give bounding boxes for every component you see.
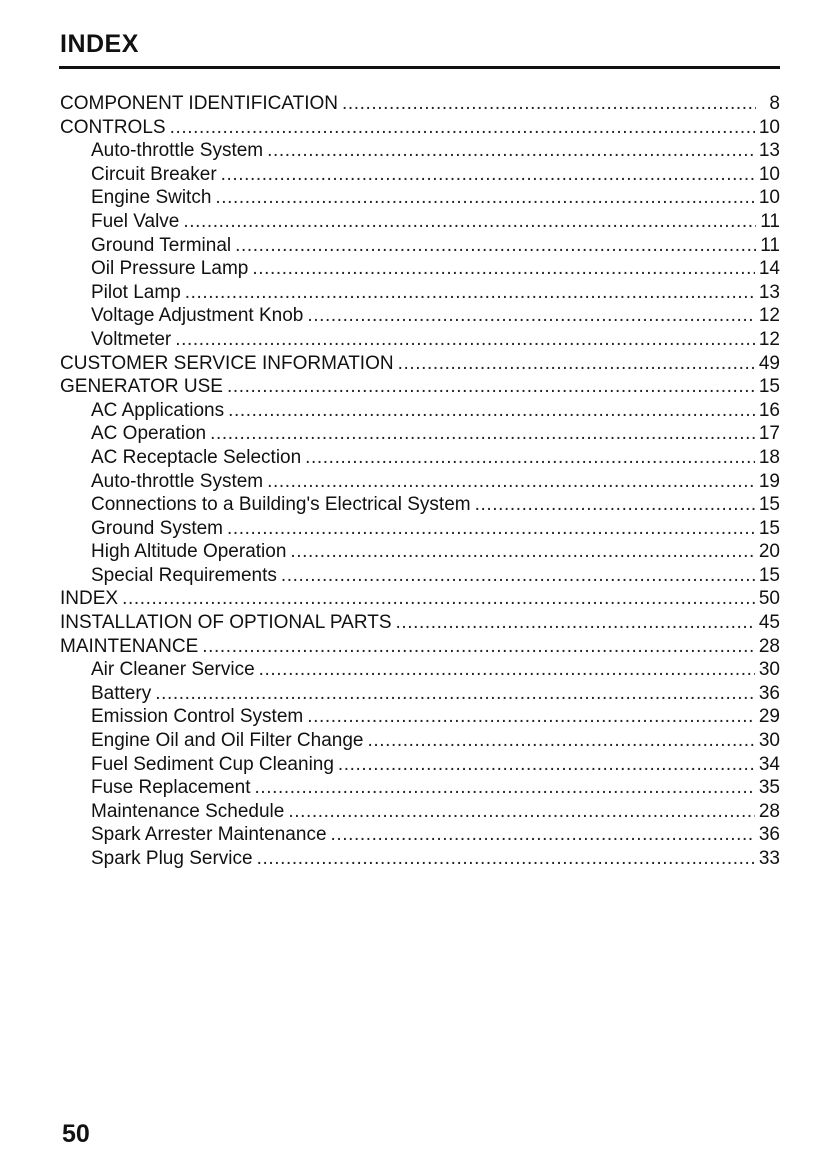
dot-leader bbox=[252, 257, 755, 281]
entry-label: Auto-throttle System bbox=[91, 470, 264, 492]
dot-leader bbox=[342, 92, 756, 116]
page-number: 50 bbox=[62, 1120, 90, 1148]
entry-label: Maintenance Schedule bbox=[91, 800, 285, 822]
index-subentry bbox=[60, 399, 780, 423]
index-subentry bbox=[60, 139, 780, 163]
index-entry bbox=[60, 375, 780, 399]
dot-leader bbox=[227, 375, 755, 399]
dot-leader bbox=[227, 517, 755, 541]
index-subentry bbox=[60, 776, 780, 800]
entry-label: Engine Oil and Oil Filter Change bbox=[91, 730, 364, 752]
entry-label: Fuel Valve bbox=[91, 210, 180, 232]
dot-leader bbox=[367, 729, 754, 753]
dot-leader bbox=[338, 753, 755, 777]
entry-page-number: 29 bbox=[758, 706, 780, 728]
index-subentry bbox=[60, 658, 780, 682]
entry-label: Battery bbox=[91, 682, 152, 704]
dot-leader bbox=[257, 847, 755, 871]
dot-leader bbox=[185, 281, 755, 305]
dot-leader bbox=[267, 470, 755, 494]
entry-page-number: 8 bbox=[769, 93, 780, 114]
entry-label: Fuel Sediment Cup Cleaning bbox=[91, 753, 334, 775]
entry-label: Special Requirements bbox=[91, 564, 277, 586]
dot-leader bbox=[122, 587, 755, 611]
entry-page-number: 14 bbox=[758, 258, 780, 280]
index-subentry bbox=[60, 517, 780, 541]
entry-page-number: 28 bbox=[758, 635, 780, 657]
dot-leader bbox=[215, 186, 754, 210]
page-title: INDEX bbox=[60, 30, 139, 58]
dot-leader bbox=[155, 682, 755, 706]
entry-page-number: 16 bbox=[758, 399, 780, 421]
index-entry bbox=[60, 116, 780, 140]
index-subentry bbox=[60, 540, 780, 564]
dot-leader bbox=[475, 493, 755, 517]
index-subentry bbox=[60, 328, 780, 352]
entry-page-number: 12 bbox=[758, 305, 780, 327]
index-subentry bbox=[60, 729, 780, 753]
entry-page-number: 10 bbox=[758, 187, 780, 209]
entry-label: COMPONENT IDENTIFICATION bbox=[60, 93, 338, 114]
dot-leader bbox=[331, 823, 755, 847]
dot-leader bbox=[281, 564, 755, 588]
entry-label: Air Cleaner Service bbox=[91, 659, 255, 681]
entry-label: Spark Plug Service bbox=[91, 848, 253, 869]
index-entry bbox=[60, 352, 780, 376]
entry-page-number: 13 bbox=[758, 140, 780, 162]
entry-page-number: 15 bbox=[758, 494, 780, 516]
dot-leader bbox=[183, 210, 756, 234]
entry-label: Spark Arrester Maintenance bbox=[91, 824, 327, 846]
entry-page-number: 30 bbox=[758, 659, 780, 681]
index-entry bbox=[60, 635, 780, 659]
dot-leader bbox=[235, 234, 756, 258]
dot-leader bbox=[307, 705, 755, 729]
index-entry bbox=[60, 587, 780, 611]
entry-page-number: 10 bbox=[758, 116, 780, 138]
entry-page-number: 36 bbox=[758, 824, 780, 846]
index-subentry bbox=[60, 847, 780, 871]
entry-page-number: 10 bbox=[758, 163, 780, 185]
index-subentry bbox=[60, 470, 780, 494]
entry-page-number: 15 bbox=[758, 376, 780, 398]
index-entry bbox=[60, 92, 780, 116]
dot-leader bbox=[170, 116, 755, 140]
entry-label: Emission Control System bbox=[91, 706, 304, 728]
index-subentry bbox=[60, 705, 780, 729]
index-subentry bbox=[60, 163, 780, 187]
entry-label: INSTALLATION OF OPTIONAL PARTS bbox=[60, 612, 392, 634]
entry-page-number: 11 bbox=[760, 210, 780, 232]
index-entry bbox=[60, 611, 780, 635]
dot-leader bbox=[288, 800, 755, 824]
entry-label: Connections to a Building's Electrical System bbox=[91, 494, 471, 516]
index-subentry bbox=[60, 186, 780, 210]
entry-page-number: 34 bbox=[758, 753, 780, 775]
entry-label: Pilot Lamp bbox=[91, 281, 181, 303]
index-subentry bbox=[60, 234, 780, 258]
title-divider bbox=[59, 66, 780, 69]
entry-page-number: 28 bbox=[758, 800, 780, 822]
index-subentry bbox=[60, 422, 780, 446]
entry-label: Oil Pressure Lamp bbox=[91, 258, 249, 280]
entry-page-number: 50 bbox=[758, 588, 780, 610]
entry-label: GENERATOR USE bbox=[60, 376, 223, 398]
entry-page-number: 13 bbox=[758, 281, 780, 303]
entry-page-number: 35 bbox=[758, 777, 780, 799]
entry-label: INDEX bbox=[60, 588, 119, 610]
index-subentry bbox=[60, 257, 780, 281]
dot-leader bbox=[210, 422, 755, 446]
entry-label: High Altitude Operation bbox=[91, 541, 287, 563]
dot-leader bbox=[221, 163, 755, 187]
index-subentry bbox=[60, 281, 780, 305]
entry-label: Engine Switch bbox=[91, 187, 212, 209]
entry-label: Voltmeter bbox=[91, 328, 172, 350]
index-subentry bbox=[60, 564, 780, 588]
index-subentry bbox=[60, 682, 780, 706]
dot-leader bbox=[175, 328, 755, 352]
entry-label: Voltage Adjustment Knob bbox=[91, 305, 304, 327]
entry-page-number: 17 bbox=[758, 423, 780, 445]
index-subentry bbox=[60, 800, 780, 824]
index-list bbox=[60, 92, 780, 871]
dot-leader bbox=[305, 446, 755, 470]
dot-leader bbox=[228, 399, 755, 423]
entry-page-number: 45 bbox=[758, 612, 780, 634]
index-subentry bbox=[60, 210, 780, 234]
entry-page-number: 12 bbox=[758, 328, 780, 350]
entry-label: Circuit Breaker bbox=[91, 163, 217, 185]
index-subentry bbox=[60, 304, 780, 328]
dot-leader bbox=[398, 352, 755, 376]
entry-label: MAINTENANCE bbox=[60, 635, 199, 657]
entry-page-number: 11 bbox=[760, 234, 780, 256]
entry-label: Fuse Replacement bbox=[91, 777, 251, 799]
entry-page-number: 15 bbox=[758, 517, 780, 539]
dot-leader bbox=[202, 635, 755, 659]
dot-leader bbox=[290, 540, 754, 564]
dot-leader bbox=[259, 658, 755, 682]
index-subentry bbox=[60, 493, 780, 517]
entry-page-number: 19 bbox=[758, 470, 780, 492]
dot-leader bbox=[396, 611, 755, 635]
dot-leader bbox=[267, 139, 755, 163]
entry-page-number: 33 bbox=[758, 848, 780, 869]
entry-label: Ground Terminal bbox=[91, 234, 232, 256]
entry-page-number: 49 bbox=[758, 352, 780, 374]
index-subentry bbox=[60, 753, 780, 777]
entry-label: AC Operation bbox=[91, 423, 207, 445]
dot-leader bbox=[307, 304, 755, 328]
entry-page-number: 30 bbox=[758, 730, 780, 752]
entry-page-number: 18 bbox=[758, 446, 780, 468]
entry-label: Auto-throttle System bbox=[91, 140, 264, 162]
entry-label: Ground System bbox=[91, 517, 223, 539]
entry-page-number: 15 bbox=[758, 564, 780, 586]
entry-label: AC Applications bbox=[91, 399, 225, 421]
index-subentry bbox=[60, 446, 780, 470]
dot-leader bbox=[254, 776, 754, 800]
entry-page-number: 20 bbox=[758, 541, 780, 563]
entry-label: AC Receptacle Selection bbox=[91, 446, 302, 468]
entry-label: CUSTOMER SERVICE INFORMATION bbox=[60, 352, 394, 374]
entry-label: CONTROLS bbox=[60, 116, 166, 138]
entry-page-number: 36 bbox=[758, 682, 780, 704]
index-subentry bbox=[60, 823, 780, 847]
